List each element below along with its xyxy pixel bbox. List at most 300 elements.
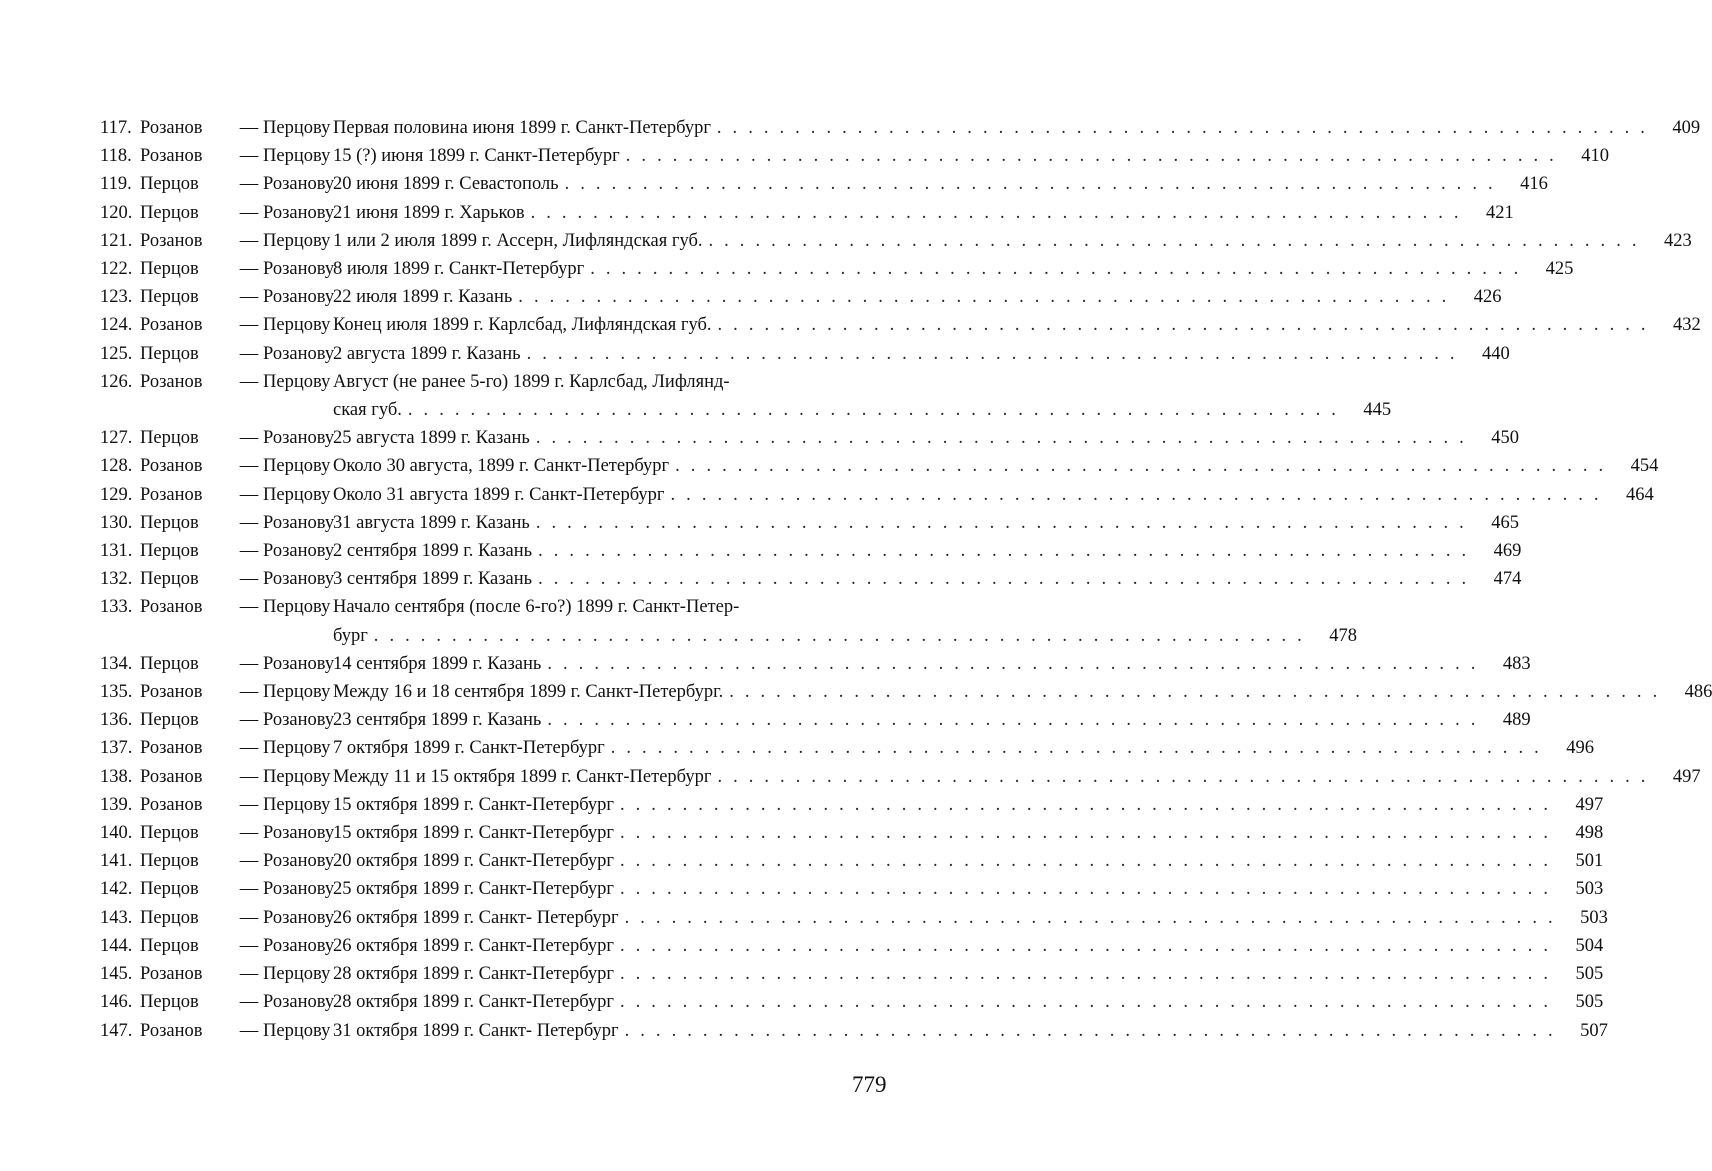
page-reference: 432: [1672, 315, 1701, 336]
sender-name: Перцов: [140, 287, 199, 308]
recipient-name: Перцову: [263, 230, 331, 251]
toc-entry-correspondents: [100, 170, 333, 198]
description-text: 15 октября 1899 г. Санкт-Петербург: [333, 823, 614, 844]
dot-leader: . . . . . . . . . . . . . . . . . . . . . . . . . . . . . . . . . . . . . . . . . . . . . . . . . . . . . . . . . . . .: [590, 259, 1522, 280]
description-text: Начало сентября (после 6-го?) 1899 г. Санкт-Петер-: [333, 597, 740, 618]
page-reference: 409: [1672, 118, 1701, 138]
sender-name: Перцов: [140, 653, 199, 674]
toc-entry-description: [333, 424, 1519, 452]
toc-entry-description: [333, 114, 1701, 142]
description-text: 20 июня 1899 г. Севастополь: [333, 174, 559, 195]
entry-number: 138.: [100, 766, 133, 787]
sender-name: Перцов: [140, 259, 199, 280]
sender-name: Перцов: [140, 512, 199, 533]
page-reference: 507: [1580, 1020, 1608, 1041]
page-reference: 489: [1502, 710, 1531, 731]
entry-number: 140.: [100, 823, 133, 844]
description-line: [333, 255, 1574, 283]
description-text: 31 октября 1899 г. Санкт- Петербург: [333, 1020, 619, 1041]
toc-entry: [100, 763, 1701, 791]
entry-number: 124.: [100, 315, 133, 336]
toc-entry-correspondents: [100, 537, 333, 565]
entry-number: 127.: [100, 428, 133, 449]
toc-entry-correspondents: [100, 368, 333, 396]
dot-leader: . . . . . . . . . . . . . . . . . . . . . . . . . . . . . . . . . . . . . . . . . . . . . . . . . . . . . . . . . . . .: [538, 569, 1470, 590]
toc-entry-description: [333, 452, 1659, 480]
toc-entry-description: [333, 537, 1522, 565]
dash-separator: —: [239, 823, 259, 844]
toc-entry-description: [333, 734, 1594, 762]
description-text: Конец июля 1899 г. Карлсбад, Лифляндская губ.: [333, 315, 712, 336]
recipient-name: Розанову: [263, 202, 335, 223]
toc-entry-correspondents: [100, 904, 333, 932]
description-line: [333, 622, 1357, 650]
toc-entry-correspondents: [100, 199, 333, 227]
toc-entry-correspondents: [100, 932, 333, 960]
recipient-name: Перцову: [263, 315, 331, 336]
description-line: [333, 706, 1531, 734]
recipient-name: Розанову: [263, 287, 335, 308]
page-reference: 469: [1493, 541, 1522, 562]
toc-entry: [100, 932, 1604, 960]
description-line: [333, 114, 1701, 142]
dash-separator: —: [239, 794, 259, 815]
page-reference: 478: [1329, 625, 1357, 646]
dash-separator: —: [239, 879, 259, 900]
description-line: [333, 565, 1522, 593]
recipient-name: Перцову: [263, 1020, 331, 1041]
toc-entry-description: [333, 509, 1519, 537]
description-text: 3 сентября 1899 г. Казань: [333, 569, 533, 590]
dot-leader: . . . . . . . . . . . . . . . . . . . . . . . . . . . . . . . . . . . . . . . . . . . . . . . . . . . . . . . . . . . .: [373, 625, 1305, 646]
page-reference: 498: [1575, 823, 1604, 844]
dot-leader: . . . . . . . . . . . . . . . . . . . . . . . . . . . . . . . . . . . . . . . . . . . . . . . . . . . . . . . . . . . .: [670, 484, 1602, 505]
entry-number: 133.: [100, 597, 133, 618]
toc-entry: [100, 114, 1701, 142]
toc-entry-correspondents: [100, 875, 333, 903]
entry-number: 131.: [100, 541, 133, 562]
recipient-name: Перцову: [263, 597, 331, 618]
toc-entry-description: [333, 904, 1608, 932]
description-line: [333, 396, 1392, 424]
description-text: 25 октября 1899 г. Санкт-Петербург: [333, 879, 614, 900]
recipient-name: Розанову: [263, 259, 335, 280]
page-reference: 474: [1493, 569, 1522, 590]
dot-leader: . . . . . . . . . . . . . . . . . . . . . . . . . . . . . . . . . . . . . . . . . . . . . . . . . . . . . . . . . . . .: [547, 653, 1479, 674]
recipient-name: Перцову: [263, 964, 331, 985]
description-text: 25 августа 1899 г. Казань: [333, 428, 530, 449]
page-reference: 421: [1486, 202, 1514, 223]
recipient-name: Розанову: [263, 569, 335, 590]
entry-number: 145.: [100, 964, 133, 985]
dot-leader: . . . . . . . . . . . . . . . . . . . . . . . . . . . . . . . . . . . . . . . . . . . . . . . . . . . . . . . . . . . .: [518, 287, 1450, 308]
dash-separator: —: [239, 287, 259, 308]
sender-name: Перцов: [140, 343, 199, 364]
page-reference: 465: [1491, 512, 1519, 533]
dot-leader: . . . . . . . . . . . . . . . . . . . . . . . . . . . . . . . . . . . . . . . . . . . . . . . . . . . . . . . . . . . .: [708, 230, 1640, 251]
recipient-name: Перцову: [263, 738, 331, 759]
toc-entry: [100, 452, 1659, 480]
description-line: [333, 368, 840, 396]
description-text: 31 августа 1899 г. Казань: [333, 512, 530, 533]
dot-leader: . . . . . . . . . . . . . . . . . . . . . . . . . . . . . . . . . . . . . . . . . . . . . . . . . . . . . . . . . . . .: [717, 315, 1649, 336]
description-line: [333, 227, 1692, 255]
page-reference: 423: [1663, 230, 1692, 251]
description-text: 26 октября 1899 г. Санкт- Петербург: [333, 907, 619, 928]
entry-number: 147.: [100, 1020, 133, 1041]
toc-entry-description: [333, 255, 1574, 283]
toc-entry-description: [333, 481, 1654, 509]
dash-separator: —: [239, 541, 259, 562]
sender-name: Перцов: [140, 907, 199, 928]
toc-entry: [100, 340, 1510, 368]
description-text: 22 июля 1899 г. Казань: [333, 287, 513, 308]
recipient-name: Перцову: [263, 146, 331, 167]
description-line: [333, 424, 1519, 452]
description-line: [333, 988, 1604, 1016]
toc-entry-description: [333, 960, 1604, 988]
page-reference: 425: [1545, 259, 1574, 280]
dash-separator: —: [239, 202, 259, 223]
description-line: [333, 678, 1712, 706]
toc-entry: [100, 988, 1604, 1016]
description-line: [333, 960, 1604, 988]
description-line: [333, 537, 1522, 565]
dot-leader: . . . . . . . . . . . . . . . . . . . . . . . . . . . . . . . . . . . . . . . . . . . . . . . . . . . . . . . . . . . .: [620, 823, 1552, 844]
sender-name: Розанов: [140, 597, 203, 618]
page-reference: 416: [1520, 174, 1548, 195]
sender-name: Розанов: [140, 456, 203, 477]
toc-entry: [100, 904, 1608, 932]
dot-leader: . . . . . . . . . . . . . . . . . . . . . . . . . . . . . . . . . . . . . . . . . . . . . . . . . . . . . . . . . . . .: [526, 343, 1458, 364]
toc-entry-description: [333, 170, 1548, 198]
toc-entry: [100, 537, 1522, 565]
dash-separator: —: [239, 230, 259, 251]
toc-entry: [100, 593, 1357, 649]
toc-entry-correspondents: [100, 283, 333, 311]
recipient-name: Перцову: [263, 484, 331, 505]
recipient-name: Розанову: [263, 851, 335, 872]
toc-entry-description: [333, 932, 1604, 960]
sender-name: Розанов: [140, 738, 203, 759]
dot-leader: . . . . . . . . . . . . . . . . . . . . . . . . . . . . . . . . . . . . . . . . . . . . . . . . . . . . . . . . . . . .: [620, 794, 1552, 815]
entry-number: 137.: [100, 738, 133, 759]
toc-entry: [100, 678, 1712, 706]
description-text: 23 сентября 1899 г. Казань: [333, 710, 542, 731]
toc-entry-description: [333, 763, 1701, 791]
description-text: бург: [333, 625, 368, 646]
toc-entry: [100, 199, 1514, 227]
entry-number: 136.: [100, 710, 133, 731]
recipient-name: Розанову: [263, 541, 335, 562]
page-reference: 410: [1581, 146, 1609, 167]
toc-entry-correspondents: [100, 114, 333, 142]
entry-number: 134.: [100, 653, 133, 674]
toc-entry: [100, 170, 1548, 198]
toc-entry: [100, 847, 1604, 875]
toc-entry-correspondents: [100, 960, 333, 988]
toc-entry-description: [333, 593, 1357, 649]
description-line: [333, 509, 1519, 537]
dot-leader: . . . . . . . . . . . . . . . . . . . . . . . . . . . . . . . . . . . . . . . . . . . . . . . . . . . . . . . . . . . .: [538, 541, 1470, 562]
toc-entry: [100, 875, 1604, 903]
description-text: 28 октября 1899 г. Санкт-Петербург: [333, 992, 614, 1013]
entry-number: 120.: [100, 202, 133, 223]
sender-name: Перцов: [140, 202, 199, 223]
toc-entry-description: [333, 199, 1514, 227]
sender-name: Перцов: [140, 879, 199, 900]
toc-entry: [100, 509, 1519, 537]
page-reference: 464: [1625, 484, 1654, 505]
description-text: 21 июня 1899 г. Харьков: [333, 202, 525, 223]
dot-leader: . . . . . . . . . . . . . . . . . . . . . . . . . . . . . . . . . . . . . . . . . . . . . . . . . . . . . . . . . . . .: [407, 400, 1340, 421]
toc-entry-description: [333, 791, 1604, 819]
entry-number: 141.: [100, 851, 133, 872]
toc-entry-description: [333, 368, 1392, 424]
recipient-name: Перцову: [263, 118, 331, 138]
dash-separator: —: [239, 259, 259, 280]
description-text: ская губ.: [333, 400, 402, 421]
sender-name: Перцов: [140, 541, 199, 562]
toc-entry: [100, 481, 1654, 509]
dot-leader: . . . . . . . . . . . . . . . . . . . . . . . . . . . . . . . . . . . . . . . . . . . . . . . . . . . . . . . . . . . .: [729, 682, 1661, 703]
description-text: 2 сентября 1899 г. Казань: [333, 541, 533, 562]
dash-separator: —: [239, 992, 259, 1013]
toc-entry: [100, 255, 1574, 283]
toc-entry-correspondents: [100, 734, 333, 762]
dash-separator: —: [239, 1020, 259, 1041]
toc-entry: [100, 368, 1392, 424]
toc-entry-description: [333, 311, 1701, 339]
toc-entry-correspondents: [100, 340, 333, 368]
toc-entry-correspondents: [100, 227, 333, 255]
toc-entry-correspondents: [100, 311, 333, 339]
dot-leader: . . . . . . . . . . . . . . . . . . . . . . . . . . . . . . . . . . . . . . . . . . . . . . . . . . . . . . . . . . . .: [624, 1020, 1556, 1041]
toc-entry-description: [333, 988, 1604, 1016]
entry-number: 119.: [100, 174, 132, 195]
sender-name: Розанов: [140, 371, 203, 392]
dash-separator: —: [239, 343, 259, 364]
description-text: Между 16 и 18 сентября 1899 г. Санкт-Петербург.: [333, 682, 724, 703]
dash-separator: —: [239, 682, 259, 703]
dot-leader: . . . . . . . . . . . . . . . . . . . . . . . . . . . . . . . . . . . . . . . . . . . . . . . . . . . . . . . . . . . .: [620, 992, 1552, 1013]
entry-number: 146.: [100, 992, 133, 1013]
page-number: 779: [852, 1072, 887, 1097]
table-of-contents: [100, 114, 1712, 1045]
entry-number: 132.: [100, 569, 133, 590]
dash-separator: —: [239, 146, 259, 167]
description-line: [333, 819, 1604, 847]
entry-number: 143.: [100, 907, 133, 928]
sender-name: Розанов: [140, 964, 203, 985]
toc-entry-correspondents: [100, 763, 333, 791]
toc-entry-correspondents: [100, 452, 333, 480]
sender-name: Перцов: [140, 710, 199, 731]
page-reference: 503: [1580, 907, 1608, 928]
description-text: Первая половина июня 1899 г. Санкт-Петербург: [333, 118, 711, 138]
dot-leader: . . . . . . . . . . . . . . . . . . . . . . . . . . . . . . . . . . . . . . . . . . . . . . . . . . . . . . . . . . . .: [675, 456, 1607, 477]
recipient-name: Розанову: [263, 992, 335, 1013]
toc-entry-correspondents: [100, 593, 333, 621]
page-reference: 440: [1482, 343, 1510, 364]
entry-number: 144.: [100, 935, 133, 956]
dash-separator: —: [239, 964, 259, 985]
description-line: [333, 932, 1604, 960]
recipient-name: Розанову: [263, 512, 335, 533]
description-line: [333, 170, 1548, 198]
dot-leader: . . . . . . . . . . . . . . . . . . . . . . . . . . . . . . . . . . . . . . . . . . . . . . . . . . . . . . . . . . . .: [716, 118, 1649, 138]
dash-separator: —: [239, 653, 259, 674]
dash-separator: —: [239, 512, 259, 533]
toc-entry-correspondents: [100, 424, 333, 452]
toc-entry: [100, 565, 1522, 593]
entry-number: 123.: [100, 287, 133, 308]
dot-leader: . . . . . . . . . . . . . . . . . . . . . . . . . . . . . . . . . . . . . . . . . . . . . . . . . . . . . . . . . . . .: [535, 428, 1467, 449]
description-text: Между 11 и 15 октября 1899 г. Санкт-Петербург: [333, 766, 712, 787]
page-reference: 497: [1672, 766, 1701, 787]
description-line: [333, 875, 1604, 903]
toc-entry: [100, 960, 1604, 988]
page-reference: 426: [1473, 287, 1502, 308]
dot-leader: . . . . . . . . . . . . . . . . . . . . . . . . . . . . . . . . . . . . . . . . . . . . . . . . . . . . . . . . . . . .: [620, 851, 1552, 872]
toc-entry-correspondents: [100, 565, 333, 593]
toc-entry-correspondents: [100, 481, 333, 509]
page-reference: 503: [1575, 879, 1604, 900]
dash-separator: —: [239, 456, 259, 477]
dash-separator: —: [239, 569, 259, 590]
dot-leader: . . . . . . . . . . . . . . . . . . . . . . . . . . . . . . . . . . . . . . . . . . . . . . . . . . . . . . . . . . . .: [535, 512, 1467, 533]
toc-entry-description: [333, 650, 1531, 678]
description-text: 26 октября 1899 г. Санкт-Петербург: [333, 935, 614, 956]
dot-leader: . . . . . . . . . . . . . . . . . . . . . . . . . . . . . . . . . . . . . . . . . . . . . . . . . . . . . . . . . . . .: [717, 766, 1649, 787]
toc-entry-description: [333, 565, 1522, 593]
entry-number: 129.: [100, 484, 133, 505]
entry-number: 139.: [100, 794, 133, 815]
dash-separator: —: [239, 597, 259, 618]
description-line: [333, 763, 1701, 791]
dash-separator: —: [239, 371, 259, 392]
dot-leader: . . . . . . . . . . . . . . . . . . . . . . . . . . . . . . . . . . . . . . . . . . . . . . . . . . . . . . . . . . . .: [530, 202, 1462, 223]
dash-separator: —: [239, 935, 259, 956]
sender-name: Розанов: [140, 315, 203, 336]
sender-name: Перцов: [140, 851, 199, 872]
description-text: 15 (?) июня 1899 г. Санкт-Петербург: [333, 146, 620, 167]
description-line: [333, 142, 1609, 170]
page-reference: 496: [1566, 738, 1594, 759]
toc-entry-description: [333, 875, 1604, 903]
description-line: [333, 791, 1604, 819]
dot-leader: . . . . . . . . . . . . . . . . . . . . . . . . . . . . . . . . . . . . . . . . . . . . . . . . . . . . . . . . . . . .: [610, 738, 1542, 759]
recipient-name: Розанову: [263, 343, 335, 364]
toc-entry-correspondents: [100, 791, 333, 819]
recipient-name: Розанову: [263, 653, 335, 674]
description-text: Около 31 августа 1899 г. Санкт-Петербург: [333, 484, 665, 505]
toc-entry-correspondents: [100, 847, 333, 875]
page-reference: 504: [1575, 935, 1604, 956]
recipient-name: Розанову: [263, 428, 335, 449]
entry-number: 130.: [100, 512, 133, 533]
sender-name: Розанов: [140, 1020, 203, 1041]
dash-separator: —: [239, 428, 259, 449]
dash-separator: —: [239, 907, 259, 928]
entry-number: 125.: [100, 343, 133, 364]
toc-entry-description: [333, 1017, 1608, 1045]
recipient-name: Розанову: [263, 935, 335, 956]
dash-separator: —: [239, 766, 259, 787]
dot-leader: . . . . . . . . . . . . . . . . . . . . . . . . . . . . . . . . . . . . . . . . . . . . . . . . . . . . . . . . . . . .: [564, 174, 1496, 195]
dot-leader: . . . . . . . . . . . . . . . . . . . . . . . . . . . . . . . . . . . . . . . . . . . . . . . . . . . . . . . . . . . .: [624, 907, 1556, 928]
page-reference: 486: [1684, 682, 1712, 703]
description-line: [333, 847, 1604, 875]
sender-name: Розанов: [140, 118, 203, 138]
toc-entry-correspondents: [100, 1017, 333, 1045]
sender-name: Розанов: [140, 146, 203, 167]
toc-entry: [100, 227, 1692, 255]
dash-separator: —: [239, 484, 259, 505]
entry-number: 118.: [100, 146, 132, 167]
toc-entry-description: [333, 678, 1712, 706]
description-line: [333, 340, 1510, 368]
page-reference: 454: [1630, 456, 1659, 477]
toc-entry: [100, 283, 1502, 311]
dash-separator: —: [239, 851, 259, 872]
recipient-name: Розанову: [263, 907, 335, 928]
toc-entry-correspondents: [100, 255, 333, 283]
dot-leader: . . . . . . . . . . . . . . . . . . . . . . . . . . . . . . . . . . . . . . . . . . . . . . . . . . . . . . . . . . . .: [620, 879, 1552, 900]
toc-entry: [100, 650, 1531, 678]
page-reference: 483: [1502, 653, 1531, 674]
page-reference: 497: [1575, 794, 1604, 815]
sender-name: Розанов: [140, 682, 203, 703]
toc-entry-description: [333, 142, 1609, 170]
description-text: 1 или 2 июля 1899 г. Ассерн, Лифляндская губ.: [333, 230, 703, 251]
toc-entry-description: [333, 283, 1502, 311]
description-text: 7 октября 1899 г. Санкт-Петербург: [333, 738, 605, 759]
sender-name: Перцов: [140, 569, 199, 590]
toc-entry: [100, 424, 1519, 452]
dash-separator: —: [239, 315, 259, 336]
toc-entry-description: [333, 706, 1531, 734]
recipient-name: Перцову: [263, 682, 331, 703]
recipient-name: Перцову: [263, 766, 331, 787]
toc-entry-description: [333, 847, 1604, 875]
description-line: [333, 199, 1514, 227]
sender-name: Перцов: [140, 428, 199, 449]
toc-entry-description: [333, 227, 1692, 255]
dot-leader: . . . . . . . . . . . . . . . . . . . . . . . . . . . . . . . . . . . . . . . . . . . . . . . . . . . . . . . . . . . .: [620, 935, 1552, 956]
toc-entry-description: [333, 819, 1604, 847]
description-text: Около 30 августа, 1899 г. Санкт-Петербург: [333, 456, 670, 477]
toc-entry-correspondents: [100, 650, 333, 678]
sender-name: Перцов: [140, 174, 199, 195]
description-text: Август (не ранее 5-го) 1899 г. Карлсбад, Лифлянд-: [333, 371, 730, 392]
toc-entry-description: [333, 340, 1510, 368]
description-line: [333, 481, 1654, 509]
recipient-name: Перцову: [263, 794, 331, 815]
sender-name: Перцов: [140, 992, 199, 1013]
description-line: [333, 452, 1659, 480]
description-line: [333, 1017, 1608, 1045]
description-text: 14 сентября 1899 г. Казань: [333, 653, 542, 674]
entry-number: 142.: [100, 879, 133, 900]
toc-entry-correspondents: [100, 678, 333, 706]
recipient-name: Розанову: [263, 879, 335, 900]
description-line: [333, 283, 1502, 311]
sender-name: Перцов: [140, 935, 199, 956]
toc-entry: [100, 791, 1604, 819]
entry-number: 126.: [100, 371, 133, 392]
description-text: 20 октября 1899 г. Санкт-Петербург: [333, 851, 614, 872]
